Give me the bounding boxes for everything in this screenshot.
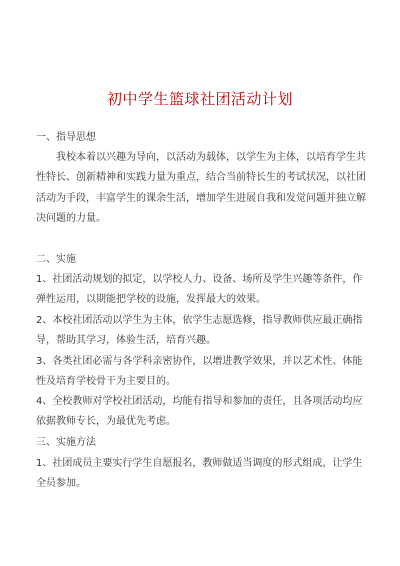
list-item-implementation-2: 2、本校社团活动以学生为主体，依学生志愿选修，指导教师供应最正确指导，帮助其学习，体验生活，培育兴趣。 xyxy=(36,315,363,347)
list-item-methods-1: 1、社团成员主要实行学生自愿报名，教师做适当调度的形式组成，让学生全员参加。 xyxy=(36,458,363,490)
section-heading-guiding-ideology: 一、指导思想 xyxy=(36,132,96,143)
section-heading-methods: 三、实施方法 xyxy=(36,437,96,448)
list-item-implementation-4: 4、全校教师对学校社团活动，均能有指导和参加的责任，且各项活动均应依据教师专长，为最优先考虑。 xyxy=(36,396,363,428)
section-heading-implementation: 二、实施 xyxy=(36,254,76,265)
list-item-implementation-3: 3、各类社团必需与各学科亲密协作，以增进教学效果，并以艺术性、体能性及培育学校骨干为主要目的。 xyxy=(36,356,363,388)
document-title: 初中学生篮球社团活动计划 xyxy=(106,90,293,108)
paragraph-guiding-ideology: 我校本着以兴趣为导向，以活动为载体，以学生为主体，以培育学生共性特长、创新精神和实践力量为重点，结合当前特长生的考试状况，以社团活动为手段，丰富学生的课余生活，增加学生进展自我和发觉问题并独立解决问题的力量。 xyxy=(36,152,366,224)
list-item-implementation-1: 1、社团活动规划的拟定，以学校人力、设备、场所及学生兴趣等条件，作弹性运用，以期能把学校的设施，发挥最大的效果。 xyxy=(36,274,363,306)
